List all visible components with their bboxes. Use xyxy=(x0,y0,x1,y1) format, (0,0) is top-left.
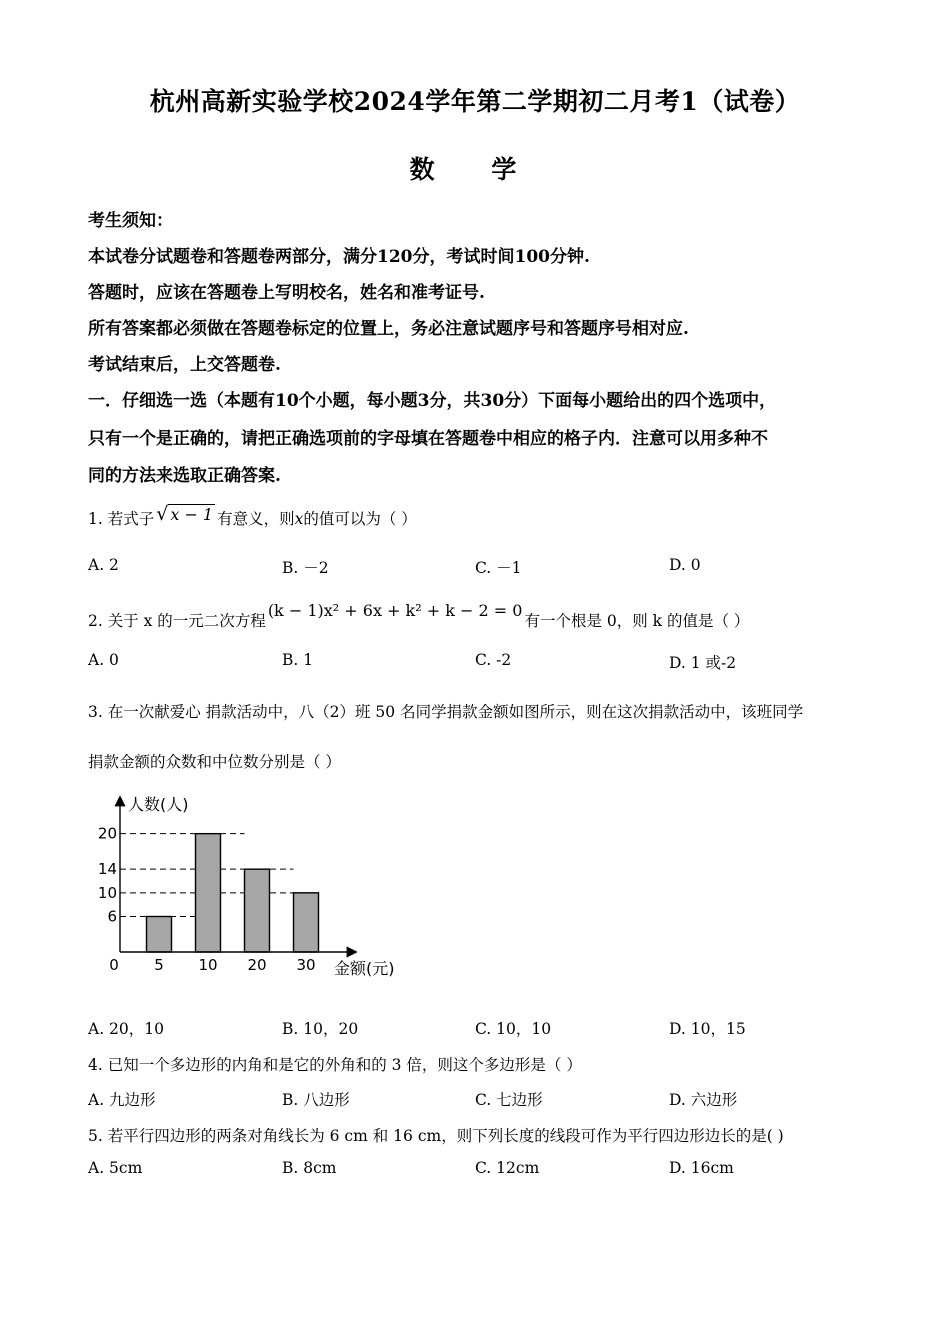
question-1 xyxy=(88,503,417,529)
option-b: B. 10，20 xyxy=(282,1020,359,1038)
notice-line: 所有答案都必须做在答题卷标定的位置上，务必注意试题序号和答题序号相对应. xyxy=(88,319,689,339)
y-tick-14: 14 xyxy=(97,860,117,879)
question-3: 3. 在一次献爱心 捐款活动中，八（2）班 50 名同学捐款金额如图所示，则在这次捐款活动中，该班同学 xyxy=(88,703,804,721)
option-a: A. 2 xyxy=(88,556,119,574)
option-a: A. 0 xyxy=(88,651,119,669)
origin-label: 0 xyxy=(109,956,119,974)
bar-20 xyxy=(245,869,270,952)
notice-line: 本试卷分试题卷和答题卷两部分，满分120分，考试时间100分钟. xyxy=(88,247,590,267)
option-d: D. 10，15 xyxy=(669,1020,746,1038)
question-5: 5. 若平行四边形的两条对角线长为 6 cm 和 16 cm，则下列长度的线段可作为平行四边形边长的是( ) xyxy=(88,1127,784,1145)
y-tick-labels xyxy=(98,825,117,926)
exam-title: 杭州高新实验学校2024学年第二学期初二月考1（试卷） xyxy=(149,87,801,116)
x-tick-20: 20 xyxy=(247,956,267,974)
x-axis-label: 金额(元) xyxy=(334,959,395,978)
question-4: 4. 已知一个多边形的内角和是它的外角和的 3 倍，则这个多边形是（ ） xyxy=(88,1056,582,1074)
option-c: C. 七边形 xyxy=(475,1091,543,1109)
option-c: C. -2 xyxy=(475,651,512,669)
question-2 xyxy=(88,601,749,631)
option-b: B. －2 xyxy=(282,559,329,577)
option-d: D. 1 或-2 xyxy=(669,654,737,672)
option-b: B. 1 xyxy=(282,651,314,669)
notice-line: 考试结束后，上交答题卷. xyxy=(88,355,281,375)
option-b: B. 8cm xyxy=(282,1159,337,1177)
y-tick-20: 20 xyxy=(97,824,117,843)
x-tick-30: 30 xyxy=(296,956,316,974)
question-text: 2. 关于 x 的一元二次方程 xyxy=(88,612,266,630)
option-a: A. 九边形 xyxy=(88,1091,156,1109)
bar-5 xyxy=(147,917,172,953)
y-axis-label: 人数(人) xyxy=(128,795,189,814)
question-text: 有一个根是 0，则 k 的值是（ ） xyxy=(524,612,750,630)
question-text: 1. 若式子 xyxy=(88,510,155,528)
question-text: 有意义，则 xyxy=(217,510,295,528)
option-a: A. 5cm xyxy=(88,1159,143,1177)
option-a: A. 20，10 xyxy=(88,1020,164,1038)
option-c: C. －1 xyxy=(475,559,522,577)
y-tick-6: 6 xyxy=(107,907,117,926)
notice-line: 答题时，应该在答题卷上写明校名，姓名和准考证号. xyxy=(88,283,485,303)
variable: x xyxy=(294,510,304,528)
x-tick-10: 10 xyxy=(198,956,218,974)
y-tick-10: 10 xyxy=(97,883,117,902)
question-3-continued: 捐款金额的众数和中位数分别是（ ） xyxy=(88,753,341,771)
bar-10 xyxy=(196,834,221,952)
section-instructions: 同的方法来选取正确答案. xyxy=(88,466,281,486)
x-tick-labels xyxy=(154,956,315,974)
equation: (k − 1)x² + 6x + k² + k − 2 = 0 xyxy=(267,601,523,620)
donation-bar-chart xyxy=(97,790,410,985)
option-c: C. 12cm xyxy=(475,1159,540,1177)
subject-title: 数 学 xyxy=(409,155,541,184)
section-instructions: 一．仔细选一选（本题有10个小题，每小题3分，共30分）下面每小题给出的四个选项中， xyxy=(88,391,777,411)
notice-heading: 考生须知： xyxy=(88,211,173,231)
section-instructions: 只有一个是正确的，请把正确选项前的字母填在答题卷中相应的格子内．注意可以用多种不 xyxy=(88,429,768,449)
x-tick-5: 5 xyxy=(154,956,164,974)
option-d: D. 16cm xyxy=(669,1159,734,1177)
option-d: D. 六边形 xyxy=(669,1091,738,1109)
option-d: D. 0 xyxy=(669,556,701,574)
option-b: B. 八边形 xyxy=(282,1091,350,1109)
option-c: C. 10，10 xyxy=(475,1020,552,1038)
sqrt-expression: √ x − 1 xyxy=(156,503,214,525)
bar-30 xyxy=(294,893,319,952)
question-text: 的值可以为（ ） xyxy=(303,510,417,528)
